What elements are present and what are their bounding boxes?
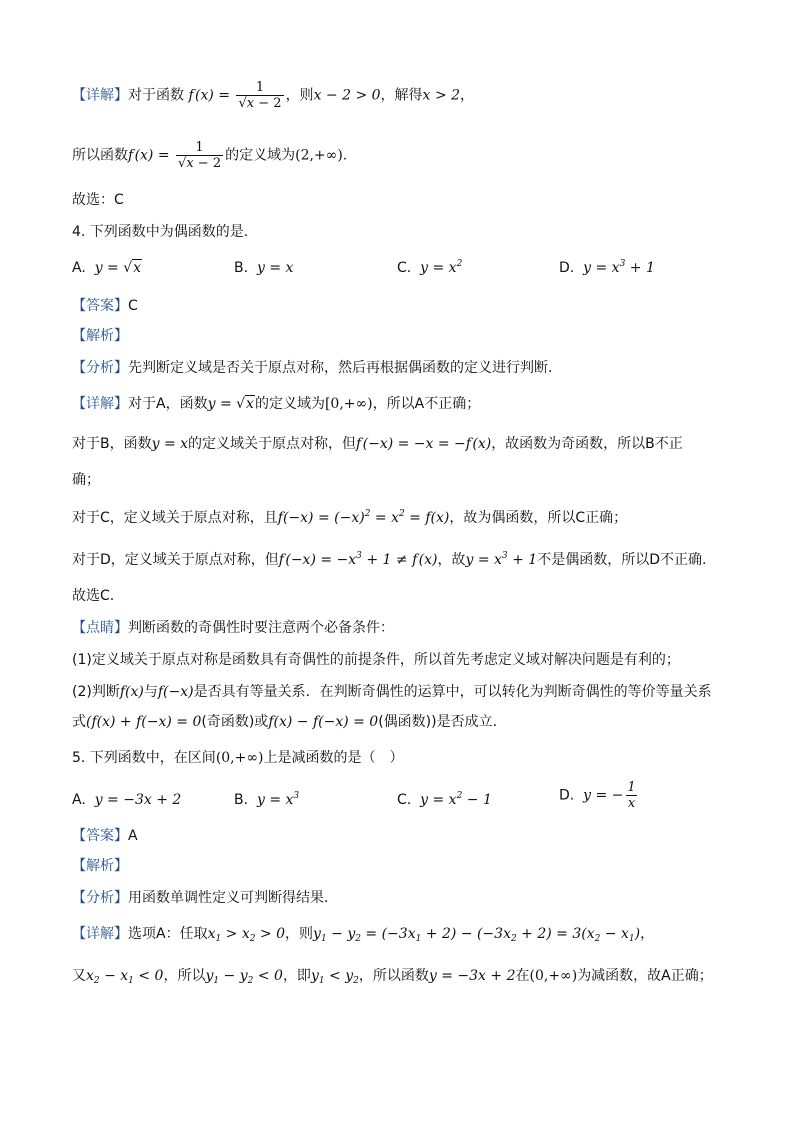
choice-line: 故选：C [72, 192, 124, 208]
q4-option-a: A. y = √x [72, 260, 142, 276]
q4-dianjing-1: (1)定义域关于原点对称是函数具有奇偶性的前提条件，所以首先考虑定义域对解决问题是有利的； [72, 652, 680, 668]
q5-option-c: C. $y = x^2 - 1$ [397, 791, 492, 808]
q4-option-c: C. $y = x^2$ [397, 259, 463, 276]
q5-option-b: B. $y = x^3$ [234, 791, 300, 808]
formula-fx: f (x) = [188, 87, 231, 104]
fraction-1-over-sqrt-x-2: $\frac{1}{√x - 2}$ [238, 80, 282, 111]
q4-analysis: 【分析】先判断定义域是否关于原点对称，然后再根据偶函数的定义进行判断. [72, 360, 553, 376]
q4-dianjing-2: (2)判断f(x)与f(−x)是否具有等量关系．在判断奇偶性的运算中，可以转化为判断奇偶性的等价等量关系 [72, 684, 712, 700]
q4-dianjing: 【点睛】判断函数的奇偶性时要注意两个必备条件： [72, 620, 394, 636]
q5-analysis: 【分析】用函数单调性定义可判断得结果. [72, 890, 329, 906]
question-4-title: 4. 下列函数中为偶函数的是. [72, 224, 249, 240]
q4-detail-3: 对于C，定义域关于原点对称，且$f(-x) = (-x)^2 = x^2 = f(x)$，故为偶函数，所以C正确； [72, 509, 628, 526]
q4-jiexi: 【解析】 [72, 328, 128, 344]
q5-option-d: D. y = − $\frac{1}{x}$ [559, 780, 636, 811]
q4-choice: 故选C. [72, 588, 115, 604]
detail-label: 【详解】 [72, 87, 128, 104]
q5-detail-1: 【详解】选项A：任取$x_1 > x_2 > 0$，则$y_1 - y_2 = (-3x_1 + 2) - (-3x_2 + 2) = 3(x_2 - x_1)$， [72, 926, 655, 944]
q5-detail-2: 又$x_2 - x_1 < 0$，所以$y_1 - y_2 < 0$，即$y_1 < y_2$，所以函数y = −3x + 2在(0,+∞)为减函数，故A正确； [72, 968, 713, 986]
q4-option-d: D. $y = x^3 + 1$ [559, 259, 655, 276]
question-5-title: 5. 下列函数中，在区间(0,+∞)上是减函数的是（ ） [72, 750, 404, 766]
q5-option-a: A. y = −3x + 2 [72, 792, 182, 808]
detail-line-1: 【详解】对于函数 f (x) = $\frac{1}{√x - 2}$ ，则x − 2 > 0，解得x > 2， [72, 80, 474, 111]
q4-answer: 【答案】C [72, 298, 138, 314]
q5-jiexi: 【解析】 [72, 858, 128, 874]
q4-detail-1: 【详解】对于A，函数y = √x的定义域为[0,+∞)，所以A不正确； [72, 396, 481, 412]
detail-line-2: 所以函数f (x) = $\frac{1}{√x - 2}$ 的定义域为(2,+∞). [72, 140, 348, 171]
q4-detail-2: 对于B，函数y = x的定义域关于原点对称，但f (−x) = −x = −f (x)，故函数为奇函数，所以B不正 [72, 436, 683, 452]
fraction-1-over-sqrt-x-2: $\frac{1}{√x - 2}$ [178, 140, 222, 171]
fraction-1-over-x: $\frac{1}{x}$ [627, 780, 636, 811]
q4-detail-2b: 确； [72, 472, 100, 488]
q4-dianjing-3: 式(f(x) + f(−x) = 0(奇函数)或f(x) − f(−x) = 0(偶函数))是否成立. [72, 714, 498, 730]
q5-answer: 【答案】A [72, 828, 138, 844]
q4-option-b: B. y = x [234, 260, 294, 276]
q4-detail-4: 对于D，定义域关于原点对称，但f $(-x) = -x^3 + 1 \ne f$ (x)，故$y = x^3 + 1$不是偶函数，所以D不正确. [72, 551, 707, 568]
